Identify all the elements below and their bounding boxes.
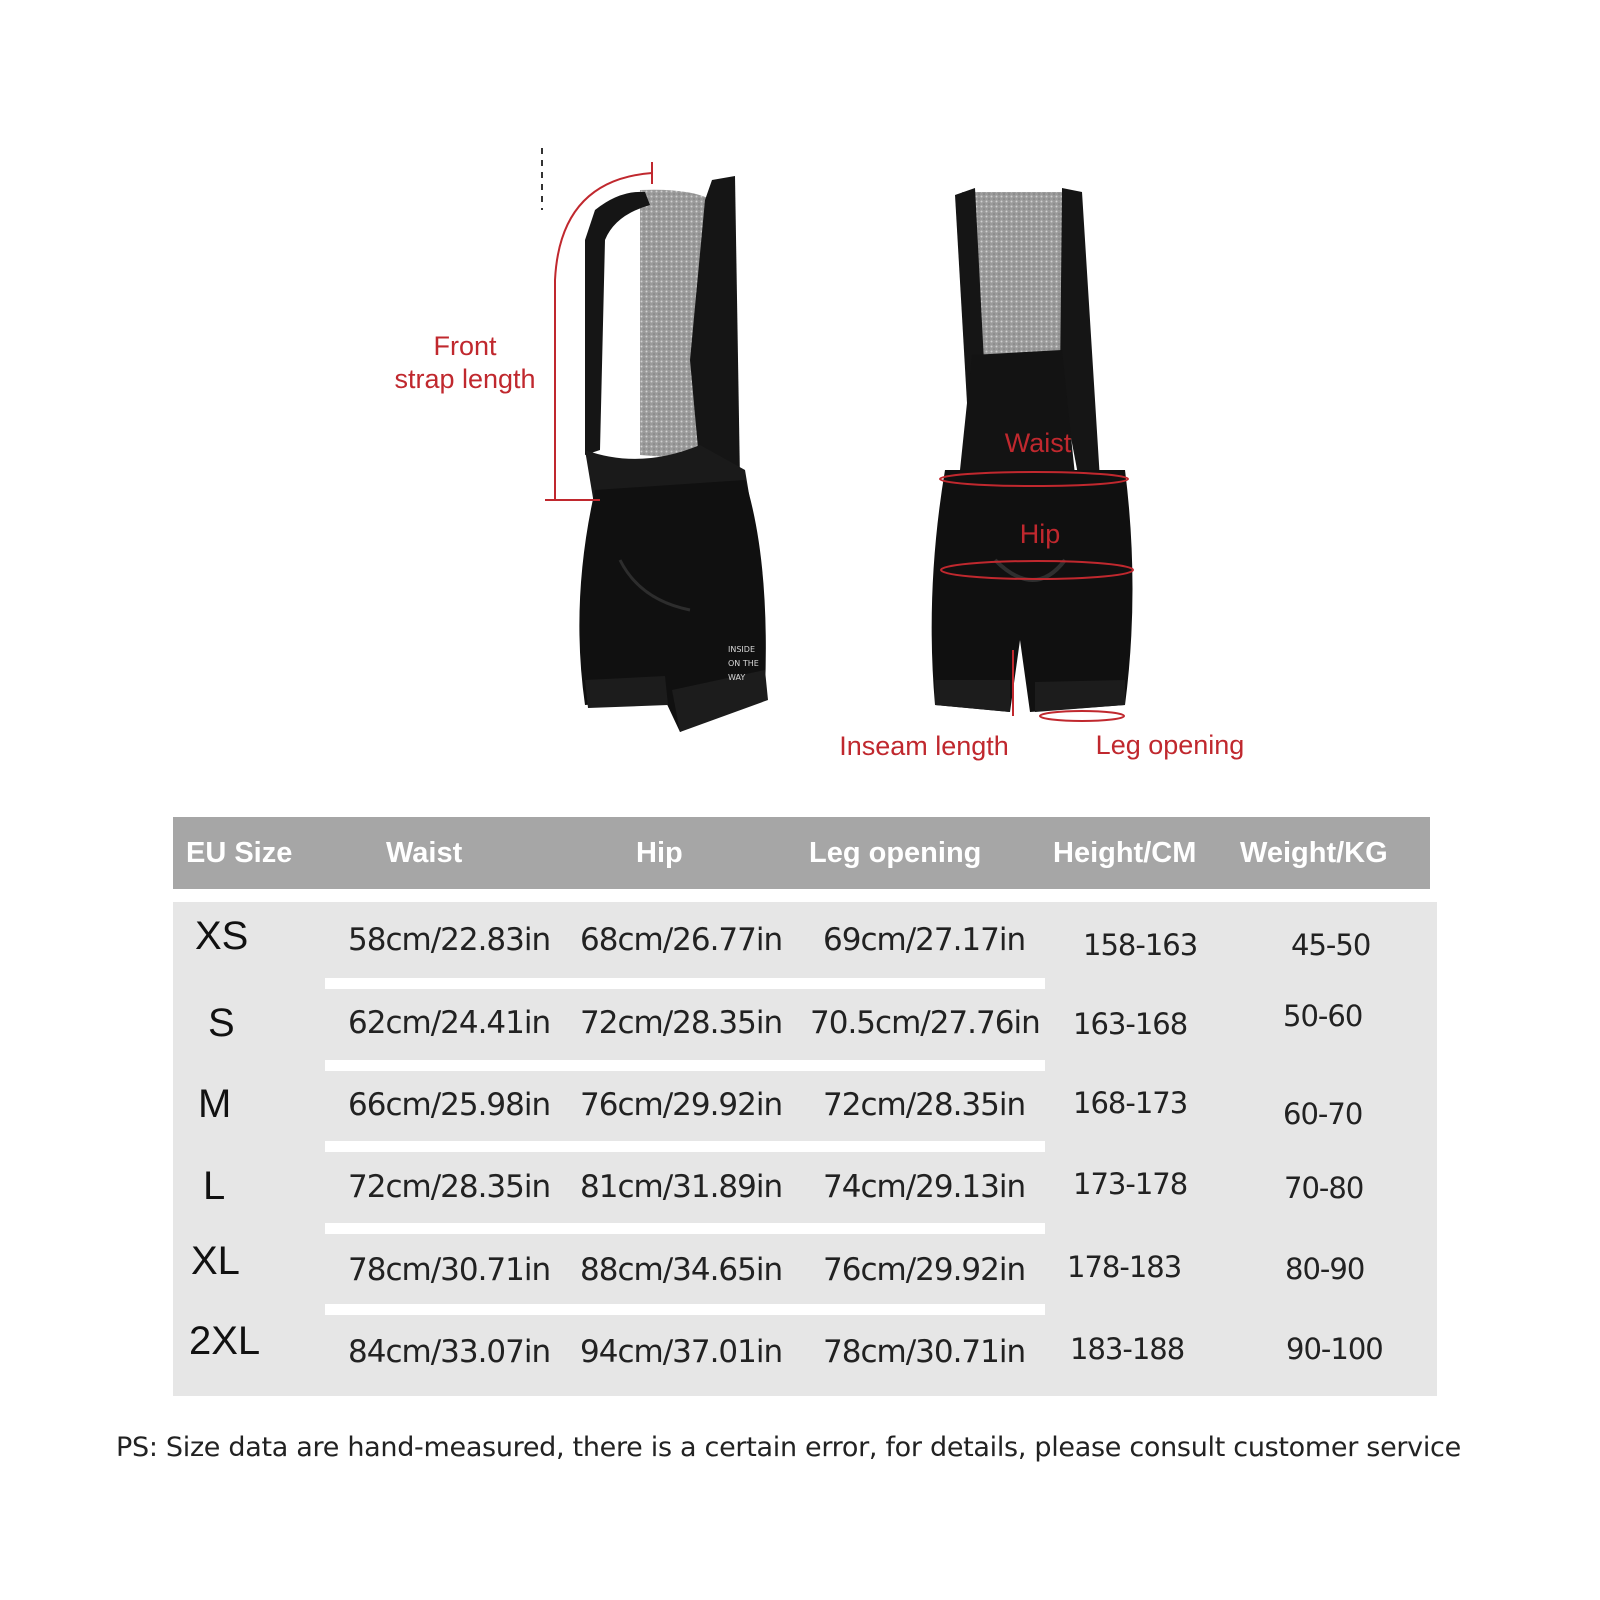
waist-cell: 62cm/24.41in — [348, 1005, 551, 1041]
weight-cell: 45-50 — [1291, 928, 1371, 962]
header-weight: Weight/KG — [1240, 837, 1388, 869]
leg-opening-ellipse — [1040, 711, 1124, 721]
header-height: Height/CM — [1053, 837, 1197, 869]
size-cell: S — [208, 1001, 235, 1045]
row-separator — [325, 1060, 1045, 1071]
waist-cell: 58cm/22.83in — [348, 922, 551, 958]
leg-opening-cell: 69cm/27.17in — [823, 922, 1026, 958]
svg-text:ON THE: ON THE — [728, 659, 759, 668]
leg-opening-cell: 76cm/29.92in — [823, 1252, 1026, 1288]
svg-text:INSIDE: INSIDE — [728, 645, 755, 654]
weight-cell: 60-70 — [1283, 1097, 1363, 1131]
waist-cell: 66cm/25.98in — [348, 1087, 551, 1123]
header-waist: Waist — [386, 837, 463, 869]
size-footnote: PS: Size data are hand-measured, there is a certain error, for details, please consult customer service — [116, 1432, 1461, 1463]
bib-shorts-side-view — [579, 176, 768, 732]
height-cell: 178-183 — [1067, 1250, 1182, 1284]
size-cell: XL — [191, 1239, 240, 1283]
weight-cell: 90-100 — [1286, 1332, 1383, 1366]
hip-cell: 88cm/34.65in — [580, 1252, 783, 1288]
leg-opening-label: Leg opening — [1095, 730, 1245, 760]
header-leg-opening: Leg opening — [809, 837, 982, 869]
leg-opening-cell: 72cm/28.35in — [823, 1087, 1026, 1123]
header-hip: Hip — [636, 837, 683, 869]
waist-label: Waist — [1004, 428, 1072, 458]
size-cell: XS — [195, 914, 249, 958]
row-separator — [325, 978, 1045, 989]
waist-cell: 84cm/33.07in — [348, 1334, 551, 1370]
front-strap-label-line2: strap length — [394, 364, 536, 394]
header-eu-size: EU Size — [186, 837, 293, 869]
leg-opening-cell: 70.5cm/27.76in — [810, 1005, 1040, 1041]
row-separator — [325, 1304, 1045, 1315]
height-cell: 163-168 — [1073, 1007, 1188, 1041]
leg-cuff — [585, 676, 668, 708]
hip-cell: 72cm/28.35in — [580, 1005, 783, 1041]
leg-opening-cell: 74cm/29.13in — [823, 1169, 1026, 1205]
height-cell: 158-163 — [1083, 928, 1198, 962]
hip-cell: 81cm/31.89in — [580, 1169, 783, 1205]
row-separator — [325, 1223, 1045, 1234]
back-left-cuff — [935, 680, 1010, 712]
weight-cell: 80-90 — [1285, 1252, 1365, 1286]
waist-cell: 78cm/30.71in — [348, 1252, 551, 1288]
svg-text:WAY: WAY — [728, 673, 746, 682]
front-strap-label: Front — [433, 331, 497, 361]
back-shorts-body — [932, 470, 1133, 712]
size-cell: L — [203, 1164, 226, 1208]
height-cell: 183-188 — [1070, 1332, 1185, 1366]
size-table-header — [173, 817, 1430, 889]
size-cell: 2XL — [189, 1319, 261, 1363]
waist-cell: 72cm/28.35in — [348, 1169, 551, 1205]
weight-cell: 50-60 — [1283, 999, 1363, 1033]
hip-label: Hip — [1019, 519, 1061, 549]
row-separator — [325, 1141, 1045, 1152]
height-cell: 173-178 — [1073, 1167, 1188, 1201]
size-cell: M — [198, 1082, 232, 1126]
hip-cell: 76cm/29.92in — [580, 1087, 783, 1123]
back-right-cuff — [1035, 680, 1125, 712]
size-table-body — [173, 902, 1437, 1396]
inseam-label: Inseam length — [839, 731, 1009, 761]
hip-cell: 94cm/37.01in — [580, 1334, 783, 1370]
height-cell: 168-173 — [1073, 1086, 1188, 1120]
weight-cell: 70-80 — [1284, 1171, 1364, 1205]
hip-cell: 68cm/26.77in — [580, 922, 783, 958]
leg-opening-cell: 78cm/30.71in — [823, 1334, 1026, 1370]
